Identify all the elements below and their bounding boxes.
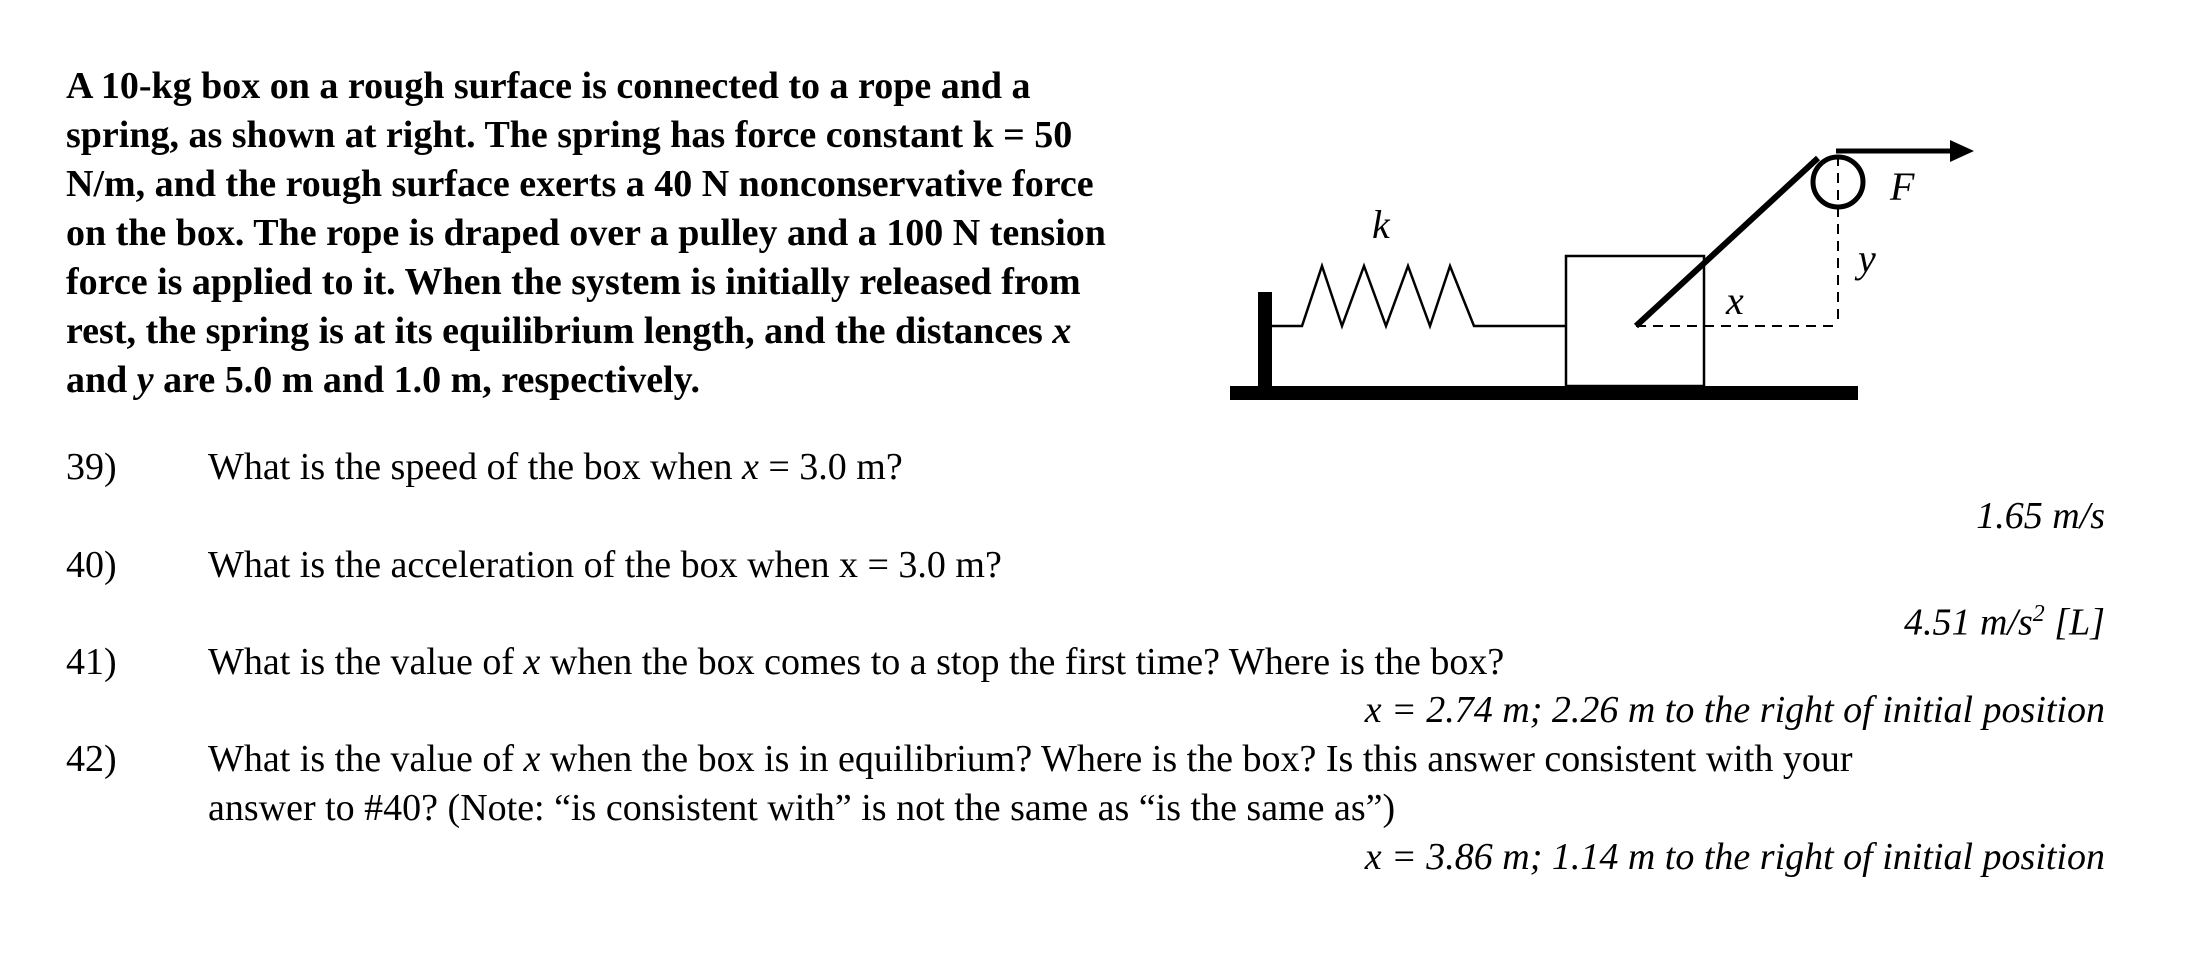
spring	[1272, 266, 1566, 326]
problem-var-y: y	[136, 359, 154, 401]
label-k: k	[1372, 202, 1390, 247]
problem-statement	[66, 62, 1256, 405]
problem-text-part3: are 5.0 m and 1.0 m, respectively.	[153, 359, 701, 401]
question-39-text-after: = 3.0 m?	[758, 446, 903, 488]
answer-42: x = 3.86 m; 1.14 m to the right of initial position	[1364, 836, 2105, 878]
question-39-number: 39)	[66, 446, 117, 488]
ground	[1230, 386, 1858, 400]
answer-40-exponent: 2	[2032, 601, 2045, 627]
question-39-text	[208, 443, 903, 492]
answer-39: 1.65 m/s	[1976, 495, 2105, 537]
label-y: y	[1858, 236, 1876, 281]
label-x: x	[1726, 278, 1744, 323]
spring-box-pulley-diagram	[1230, 120, 1990, 420]
question-42-text-after: when the box is in equilibrium? Where is the box? Is this answer consistent with your	[540, 738, 1853, 780]
wall	[1258, 292, 1272, 396]
answer-40-value: 4.51 m/s	[1903, 601, 2033, 644]
question-42-number: 42)	[66, 738, 117, 780]
answer-40	[1904, 590, 2105, 648]
answer-41: x = 2.74 m; 2.26 m to the right of initial position	[1364, 689, 2105, 731]
question-40-number: 40)	[66, 544, 117, 586]
question-42-var: x	[523, 738, 541, 780]
question-41-text-before: What is the value of	[208, 641, 524, 683]
question-41-number: 41)	[66, 641, 117, 683]
answer-40-direction: [L]	[2044, 601, 2105, 644]
question-42-text	[208, 735, 1853, 784]
question-39-var: x	[741, 446, 759, 488]
question-40-text: What is the acceleration of the box when x = 3.0 m?	[208, 544, 1002, 586]
problem-text-part1: A 10-kg box on a rough surface is connected to a rope and a spring, as shown at right. The spring has force constant k = 50 N/m, and the rough surface exerts a 40 N nonconservative force on the box. The rope is draped over a pulley and a 100 N tension force is applied to it. When the system is initially released from rest, the spring is at its equilibrium length, and the distances	[66, 65, 1106, 352]
question-42-text-before: What is the value of	[208, 738, 524, 780]
box	[1566, 256, 1704, 386]
question-42-text-line2: answer to #40? (Note: “is consistent with” is not the same as “is the same as”)	[208, 787, 1396, 829]
force-arrow-head	[1950, 140, 1974, 162]
question-41-text	[208, 638, 1504, 687]
problem-var-x: x	[1052, 310, 1072, 352]
question-41-text-after: when the box comes to a stop the first time? Where is the box?	[540, 641, 1505, 683]
problem-text-part2: and	[66, 359, 128, 401]
label-F: F	[1890, 164, 1915, 209]
question-41-var: x	[523, 641, 541, 683]
question-39-text-before: What is the speed of the box when	[208, 446, 742, 488]
